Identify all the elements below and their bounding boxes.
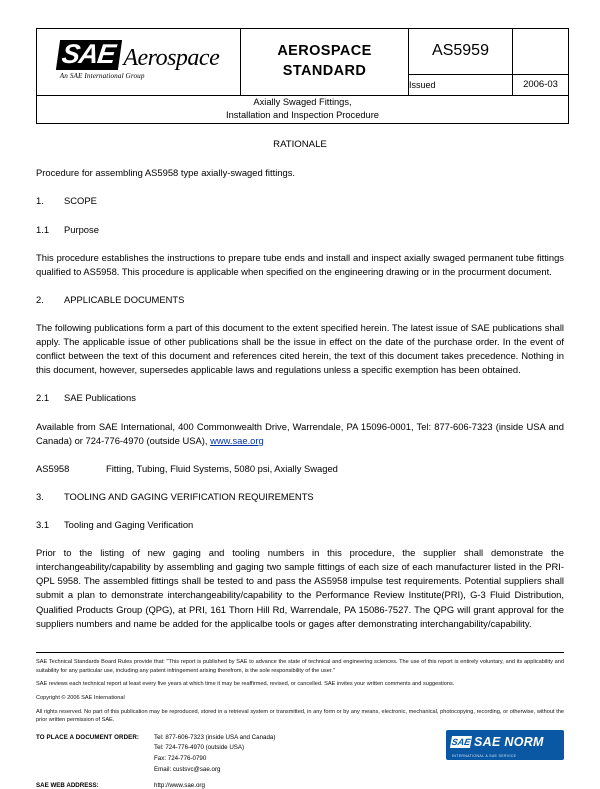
document-type-line2: STANDARD: [282, 63, 367, 79]
order-contact-lines: [154, 733, 275, 775]
footer-divider: [36, 652, 564, 653]
document-type-title: [241, 29, 409, 96]
order-label: TO PLACE A DOCUMENT ORDER:: [36, 733, 140, 741]
document-subject-line2: Installation and Inspection Procedure: [226, 110, 379, 121]
document-type-line1: AEROSPACE: [277, 43, 372, 60]
footer-rights: All rights reserved. No part of this publication may be reproduced, stored in a retrieval system or transmitted, in any form or by any means, electronic, mechanical, photocopying, recording, or otherwise, without the prior written permission of SAE.: [36, 708, 564, 724]
purpose-text: This procedure establishes the instructions to prepare tube ends and install and inspect axially swaged permanent tube fittings qualified to AS5958. This procedure is applicable when specified on the engineering drawing or in the procurment document.: [36, 251, 564, 277]
section-number-1-1: 1.1: [36, 223, 50, 235]
section-heading-tooling-verification: [36, 518, 564, 532]
document-subject: [37, 96, 569, 124]
reference-document-code: AS5958: [36, 462, 70, 474]
section-number-2-1: 2.1: [36, 392, 50, 404]
sae-publications-text: [36, 420, 564, 448]
section-heading-purpose: [36, 223, 564, 237]
section-heading-tooling-requirements: [36, 490, 564, 504]
section-title-1: SCOPE: [64, 195, 97, 207]
sae-norm-badge-mark: SAE: [450, 737, 472, 747]
document-content: [36, 28, 564, 645]
aerospace-wordmark: Aerospace: [123, 44, 220, 71]
sae-publications-address: Available from SAE International, 400 Commonwealth Drive, Warrendale, PA 15096-0001, Tel: 877-606-7323 (inside USA and Canada) or 724-776-4970 (outside USA),: [36, 420, 564, 446]
sae-aerospace-logo: [37, 29, 241, 96]
sae-norm-badge: [446, 730, 564, 760]
section-heading-scope: [36, 194, 564, 208]
sae-website-link[interactable]: www.sae.org: [210, 434, 264, 446]
order-line-fax: Fax: 724-776-0790: [154, 755, 207, 762]
sae-norm-badge-text: SAE NORM: [474, 735, 544, 749]
issued-date: 2006-03: [513, 74, 569, 95]
section-number-2: 2.: [36, 293, 44, 305]
sae-logo-mark: SAE: [56, 40, 122, 70]
footer-legal-1: SAE Technical Standards Board Rules provide that: "This report is published by SAE to advance the state of technical and engineering sciences. The use of this report is entirely voluntary, and its applicability and suitability for any particular use, including any patent infringement arising therefrom, is the sole responsibility of the user.": [36, 659, 564, 674]
order-line-tel-usa: Tel: 877-606-7323 (inside USA and Canada): [154, 733, 276, 741]
section-number-1: 1.: [36, 195, 44, 207]
applicable-documents-text: The following publications form a part of this document to the extent specified herein. The latest issue of SAE publications shall apply. The applicable issue of other publications shall be the issue in effect on the date of the purchase order. In the event of conflict between the text of this document and references cited herein, the text of this document takes precedence. Nothing in this document, however, supersedes applicable laws and regulations unless a specific exemption has been obtained.: [36, 321, 564, 376]
footer-legal-2: SAE reviews each technical report at least every five years at which time it may be reaffirmed, revised, or cancelled. SAE invites your written comments and suggestions.: [36, 681, 455, 688]
document-subject-line1: Axially Swaged Fittings,: [253, 97, 352, 107]
issued-label: Issued: [409, 74, 513, 95]
web-address-url[interactable]: http://www.sae.org: [154, 782, 205, 789]
reference-document-description: Fitting, Tubing, Fluid Systems, 5080 psi, Axially Swaged: [106, 462, 338, 474]
order-line-tel-intl: Tel: 724-776-4970 (outside USA): [154, 744, 245, 752]
section-heading-applicable-documents: [36, 293, 564, 307]
section-title-2: APPLICABLE DOCUMENTS: [64, 293, 185, 305]
standard-header-table: [36, 28, 569, 124]
rationale-text: Procedure for assembling AS5958 type axially-swaged fittings.: [36, 167, 295, 179]
rationale-heading: RATIONALE: [273, 138, 327, 150]
section-title-1-1: Purpose: [64, 223, 99, 235]
section-title-3: TOOLING AND GAGING VERIFICATION REQUIREMENTS: [64, 490, 314, 502]
document-footer: [36, 652, 564, 789]
web-address-label: SAE WEB ADDRESS:: [36, 782, 99, 789]
sae-group-subtitle: An SAE International Group: [59, 71, 145, 80]
section-number-3-1: 3.1: [36, 518, 50, 530]
document-number: AS5959: [409, 29, 513, 75]
tooling-verification-text: Prior to the listing of new gaging and tooling numbers in this procedure, the supplier shall demonstrate the interchangeability/capability by assembling and gaging two sample fittings of each size of each manufacturer listed in the PRI-QPL 5958. The assembled fittings shall be tested to and pass the AS5958 impulse test requirements. Potential suppliers shall submit a plan to demonstrate interchangeability/capability to the Performance Review Institute(PRI), G-3 Fluid Distribution, Qualified Products Group (QPG), at PRI, 161 Thorn Hill Rd, Warrendale, PA 15086-7527. The QPG will grant approval for the suppliers numbers and name be added for the applicalbe tools or gages after demonstrating interchangability/capability.: [36, 547, 564, 629]
section-heading-sae-publications: [36, 391, 564, 405]
document-body: [36, 138, 564, 631]
section-number-3: 3.: [36, 490, 44, 502]
footer-copyright: Copyright © 2006 SAE International: [36, 694, 125, 701]
footer-web-block: [36, 782, 564, 789]
reference-document-row: [36, 462, 564, 476]
section-title-2-1: SAE Publications: [64, 392, 136, 404]
order-line-email[interactable]: Email: custsvc@sae.org: [154, 765, 221, 773]
header-blank-cell: [513, 29, 569, 75]
section-title-3-1: Tooling and Gaging Verification: [64, 518, 194, 530]
sae-norm-badge-subtitle: INTERNATIONAL A SAE SERVICE: [452, 754, 517, 758]
